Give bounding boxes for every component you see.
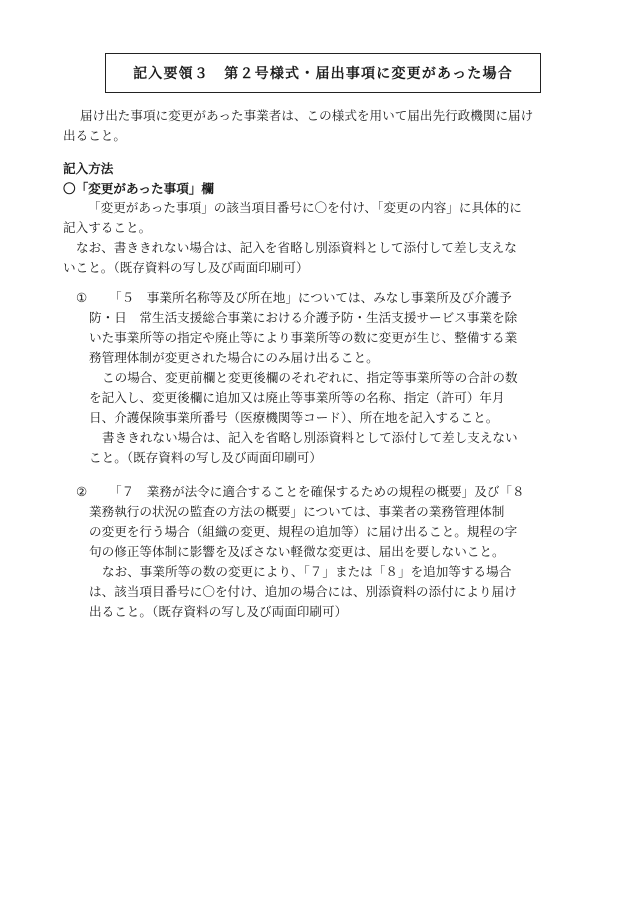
item2-marker: ② — [76, 484, 88, 499]
intro-line-2: 出ること。 — [63, 128, 126, 143]
section-para1-line-2: 記入すること。 — [63, 220, 152, 235]
item1-para3-line-2: こと。（既存資料の写し及び両面印刷可） — [89, 450, 322, 465]
item1-para3-line-1: 書ききれない場合は、記入を省略し別添資料として添付して差し支えない — [102, 430, 518, 445]
section-para1-line-1: 「変更があった事項」の該当項目番号に〇を付け、「変更の内容」に具体的に — [88, 200, 522, 215]
section-para2-line-1: なお、書ききれない場合は、記入を省略し別添資料として添付して差し支えな — [76, 240, 517, 255]
method-heading: 記入方法 — [63, 161, 114, 176]
section-heading: 〇「変更があった事項」欄 — [63, 181, 214, 196]
item1-para2-line-1: この場合、変更前欄と変更後欄のそれぞれに、指定等事業所等の合計の数 — [102, 370, 518, 385]
item2-para2-line-2: は、該当項目番号に〇を付け、追加の場合には、別添資料の添付により届け — [89, 584, 517, 599]
item1-para1-line-1: 「５ 事業所名称等及び所在地」については、みなし事業所及び介護予 — [109, 290, 512, 305]
item1-para1-line-2: 防・日 常生活支援総合事業における介護予防・生活支援サービス事業を除 — [89, 310, 518, 325]
item1-para1-line-4: 務管理体制が変更された場合にのみ届け出ること。 — [89, 350, 379, 365]
item2-para2-line-1: なお、事業所等の数の変更により、「７」または「８」を追加等する場合 — [102, 564, 512, 579]
item1-para1-line-3: いた事業所等の指定や廃止等により事業所等の数に変更が生じ、整備する業 — [89, 330, 518, 345]
item2-para2-line-3: 出ること。（既存資料の写し及び両面印刷可） — [89, 604, 348, 619]
section-para2-line-2: いこと。（既存資料の写し及び両面印刷可） — [63, 260, 309, 275]
item2-para1-line-3: の変更を行う場合（組織の変更、規程の追加等）に届け出ること。規程の字 — [89, 524, 518, 539]
document-title-box — [105, 53, 541, 93]
item1-marker: ① — [76, 290, 88, 305]
item1-para2-line-2: を記入し、変更後欄に追加又は廃止等事業所等の名称、指定（許可）年月 — [89, 390, 505, 405]
item2-para1-line-1: 「７ 業務が法令に適合することを確保するための規程の概要」及び「８ — [109, 484, 525, 499]
intro-line-1: 届け出た事項に変更があった事業者は、この様式を用いて届出先行政機関に届け — [80, 108, 534, 123]
item2-para1-line-2: 業務執行の状況の監査の方法の概要」については、事業者の業務管理体制 — [89, 504, 505, 519]
item1-para2-line-3: 日、介護保険事業所番号（医療機関等コード）、所在地を記入すること。 — [89, 410, 499, 425]
item2-para1-line-4: 句の修正等体制に影響を及ぼさない軽微な変更は、届出を要しないこと。 — [89, 544, 505, 559]
document-title: 記入要領３ 第２号様式・届出事項に変更があった場合 — [133, 66, 513, 82]
